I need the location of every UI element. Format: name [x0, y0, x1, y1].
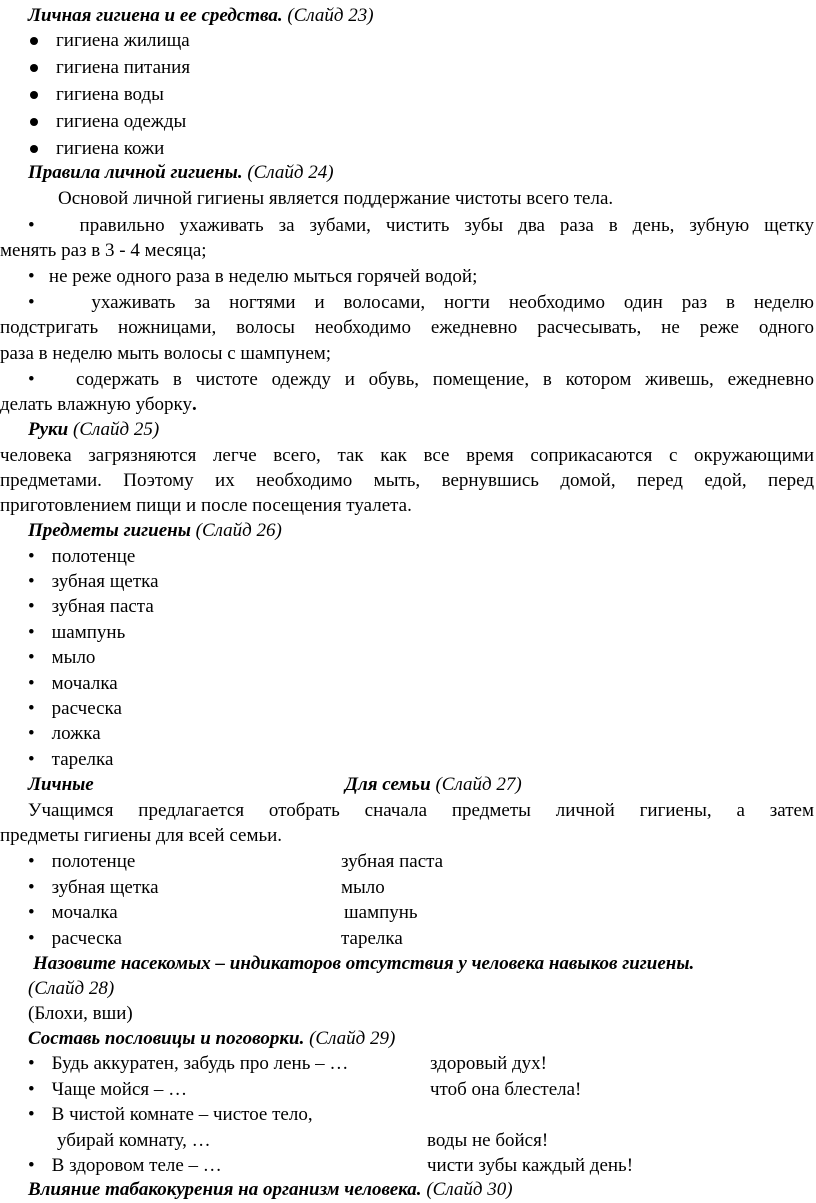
bullet-icon: •	[28, 851, 35, 872]
bullet-icon: •	[28, 622, 35, 643]
bullet-icon	[30, 145, 38, 153]
paragraph-task-1: Учащимся предлагается отобрать сначала предметы личной гигиены, а затем	[28, 800, 814, 821]
bullet-icon: •	[28, 698, 35, 719]
paragraph-hands-2: предметами. Поэтому их необходимо мыть, вернувшись домой, перед едой, перед	[0, 470, 814, 491]
rule-nails: • ухаживать за ногтями и волосами, ногти необходимо один раз в неделю	[28, 292, 814, 313]
list-item: • расческа	[28, 698, 122, 719]
list-item: • мочалка	[28, 902, 118, 923]
bullet-icon: •	[28, 215, 35, 236]
bullet-icon: •	[28, 1104, 35, 1125]
bullet-icon: •	[28, 723, 35, 744]
proverb-ending: воды не бойся!	[427, 1130, 549, 1151]
bullet-icon	[30, 64, 38, 72]
heading-personal: Личные	[28, 774, 94, 795]
bullet-icon: •	[28, 266, 35, 287]
list-item: тарелка	[341, 928, 403, 949]
list-item: гигиена кожи	[28, 136, 164, 162]
list-item: • тарелка	[28, 749, 114, 770]
list-item: шампунь	[344, 902, 418, 923]
list-item: гигиена воды	[28, 82, 164, 108]
bullet-icon: •	[28, 1155, 35, 1176]
proverb-row: • В здоровом теле – …	[28, 1155, 222, 1176]
bullet-icon: •	[28, 1053, 35, 1074]
bullet-icon: •	[28, 546, 35, 567]
list-item: • зубная щетка	[28, 877, 159, 898]
bullet-icon: •	[28, 673, 35, 694]
list-item: • полотенце	[28, 546, 136, 567]
heading-slide-30: Влияние табакокурения на организм человека. (Слайд 30)	[28, 1179, 513, 1200]
paragraph-hands-3: приготовлением пищи и после посещения туалета.	[0, 495, 412, 516]
list-item: • ложка	[28, 723, 101, 744]
bullet-icon: •	[28, 292, 35, 313]
rule-nails-cont-2: раза в неделю мыть волосы с шампунем;	[0, 343, 332, 364]
paragraph-task-2: предметы гигиены для всей семьи.	[0, 825, 283, 846]
bullet-icon: •	[28, 928, 35, 949]
proverb-ending: чтоб она блестела!	[430, 1079, 582, 1100]
bullet-icon: •	[28, 369, 35, 390]
bullet-icon: •	[28, 647, 35, 668]
list-item: зубная паста	[341, 851, 444, 872]
proverb-row: • Чаще мойся – …	[28, 1079, 188, 1100]
bullet-icon: •	[28, 596, 35, 617]
rule-nails-cont-1: подстригать ножницами, волосы необходимо ежедневно расчесывать, не реже одного	[0, 317, 814, 338]
heading-slide-25: Руки (Слайд 25)	[28, 419, 160, 440]
heading-slide-23: Личная гигиена и ее средства. (Слайд 23)	[28, 5, 374, 26]
rule-teeth-cont: менять раз в 3 - 4 месяца;	[0, 240, 207, 261]
list-item: гигиена одежды	[28, 109, 186, 135]
slide-28-label: (Слайд 28)	[28, 978, 115, 999]
paragraph-hands-1: человека загрязняются легче всего, так как все время соприкасаются с окружающими	[0, 445, 814, 466]
proverb-ending: чисти зубы каждый день!	[427, 1155, 634, 1176]
bullet-icon: •	[28, 571, 35, 592]
rule-clothes-cont: делать влажную уборку.	[0, 394, 197, 415]
rule-teeth: • правильно ухаживать за зубами, чистить зубы два раза в день, зубную щетку	[28, 215, 814, 236]
list-item: • мочалка	[28, 673, 118, 694]
rule-wash: • не реже одного раза в неделю мыться горячей водой;	[28, 266, 478, 287]
bullet-icon: •	[28, 877, 35, 898]
list-item: гигиена питания	[28, 55, 190, 81]
heading-slide-27: Для семьи (Слайд 27)	[345, 774, 522, 795]
heading-slide-24: Правила личной гигиены. (Слайд 24)	[28, 162, 334, 183]
list-item: мыло	[341, 877, 385, 898]
proverb-row-cont: убирай комнату, …	[57, 1130, 211, 1151]
answer-slide-28: (Блохи, вши)	[28, 1003, 133, 1024]
bullet-icon: •	[28, 902, 35, 923]
bullet-icon	[30, 91, 38, 99]
proverb-ending: здоровый дух!	[430, 1053, 547, 1074]
heading-slide-29: Составь пословицы и поговорки. (Слайд 29)	[28, 1028, 396, 1049]
rule-clothes: • содержать в чистоте одежду и обувь, помещение, в котором живешь, ежедневно	[28, 369, 814, 390]
bullet-icon	[30, 118, 38, 126]
heading-slide-26: Предметы гигиены (Слайд 26)	[28, 520, 282, 541]
list-item: • зубная паста	[28, 596, 154, 617]
list-item: • расческа	[28, 928, 122, 949]
bullet-icon: •	[28, 1079, 35, 1100]
proverb-row: • Будь аккуратен, забудь про лень – …	[28, 1053, 349, 1074]
list-item: • шампунь	[28, 622, 126, 643]
list-item: гигиена жилища	[28, 28, 190, 54]
list-item: • полотенце	[28, 851, 136, 872]
bullet-icon	[30, 37, 38, 45]
heading-slide-28: Назовите насекомых – индикаторов отсутствия у человека навыков гигиены.	[33, 953, 695, 974]
bullet-icon: •	[28, 749, 35, 770]
list-item: • зубная щетка	[28, 571, 159, 592]
paragraph-intro: Основой личной гигиены является поддержание чистоты всего тела.	[58, 188, 614, 209]
proverb-row: • В чистой комнате – чистое тело,	[28, 1104, 313, 1125]
list-item: • мыло	[28, 647, 96, 668]
